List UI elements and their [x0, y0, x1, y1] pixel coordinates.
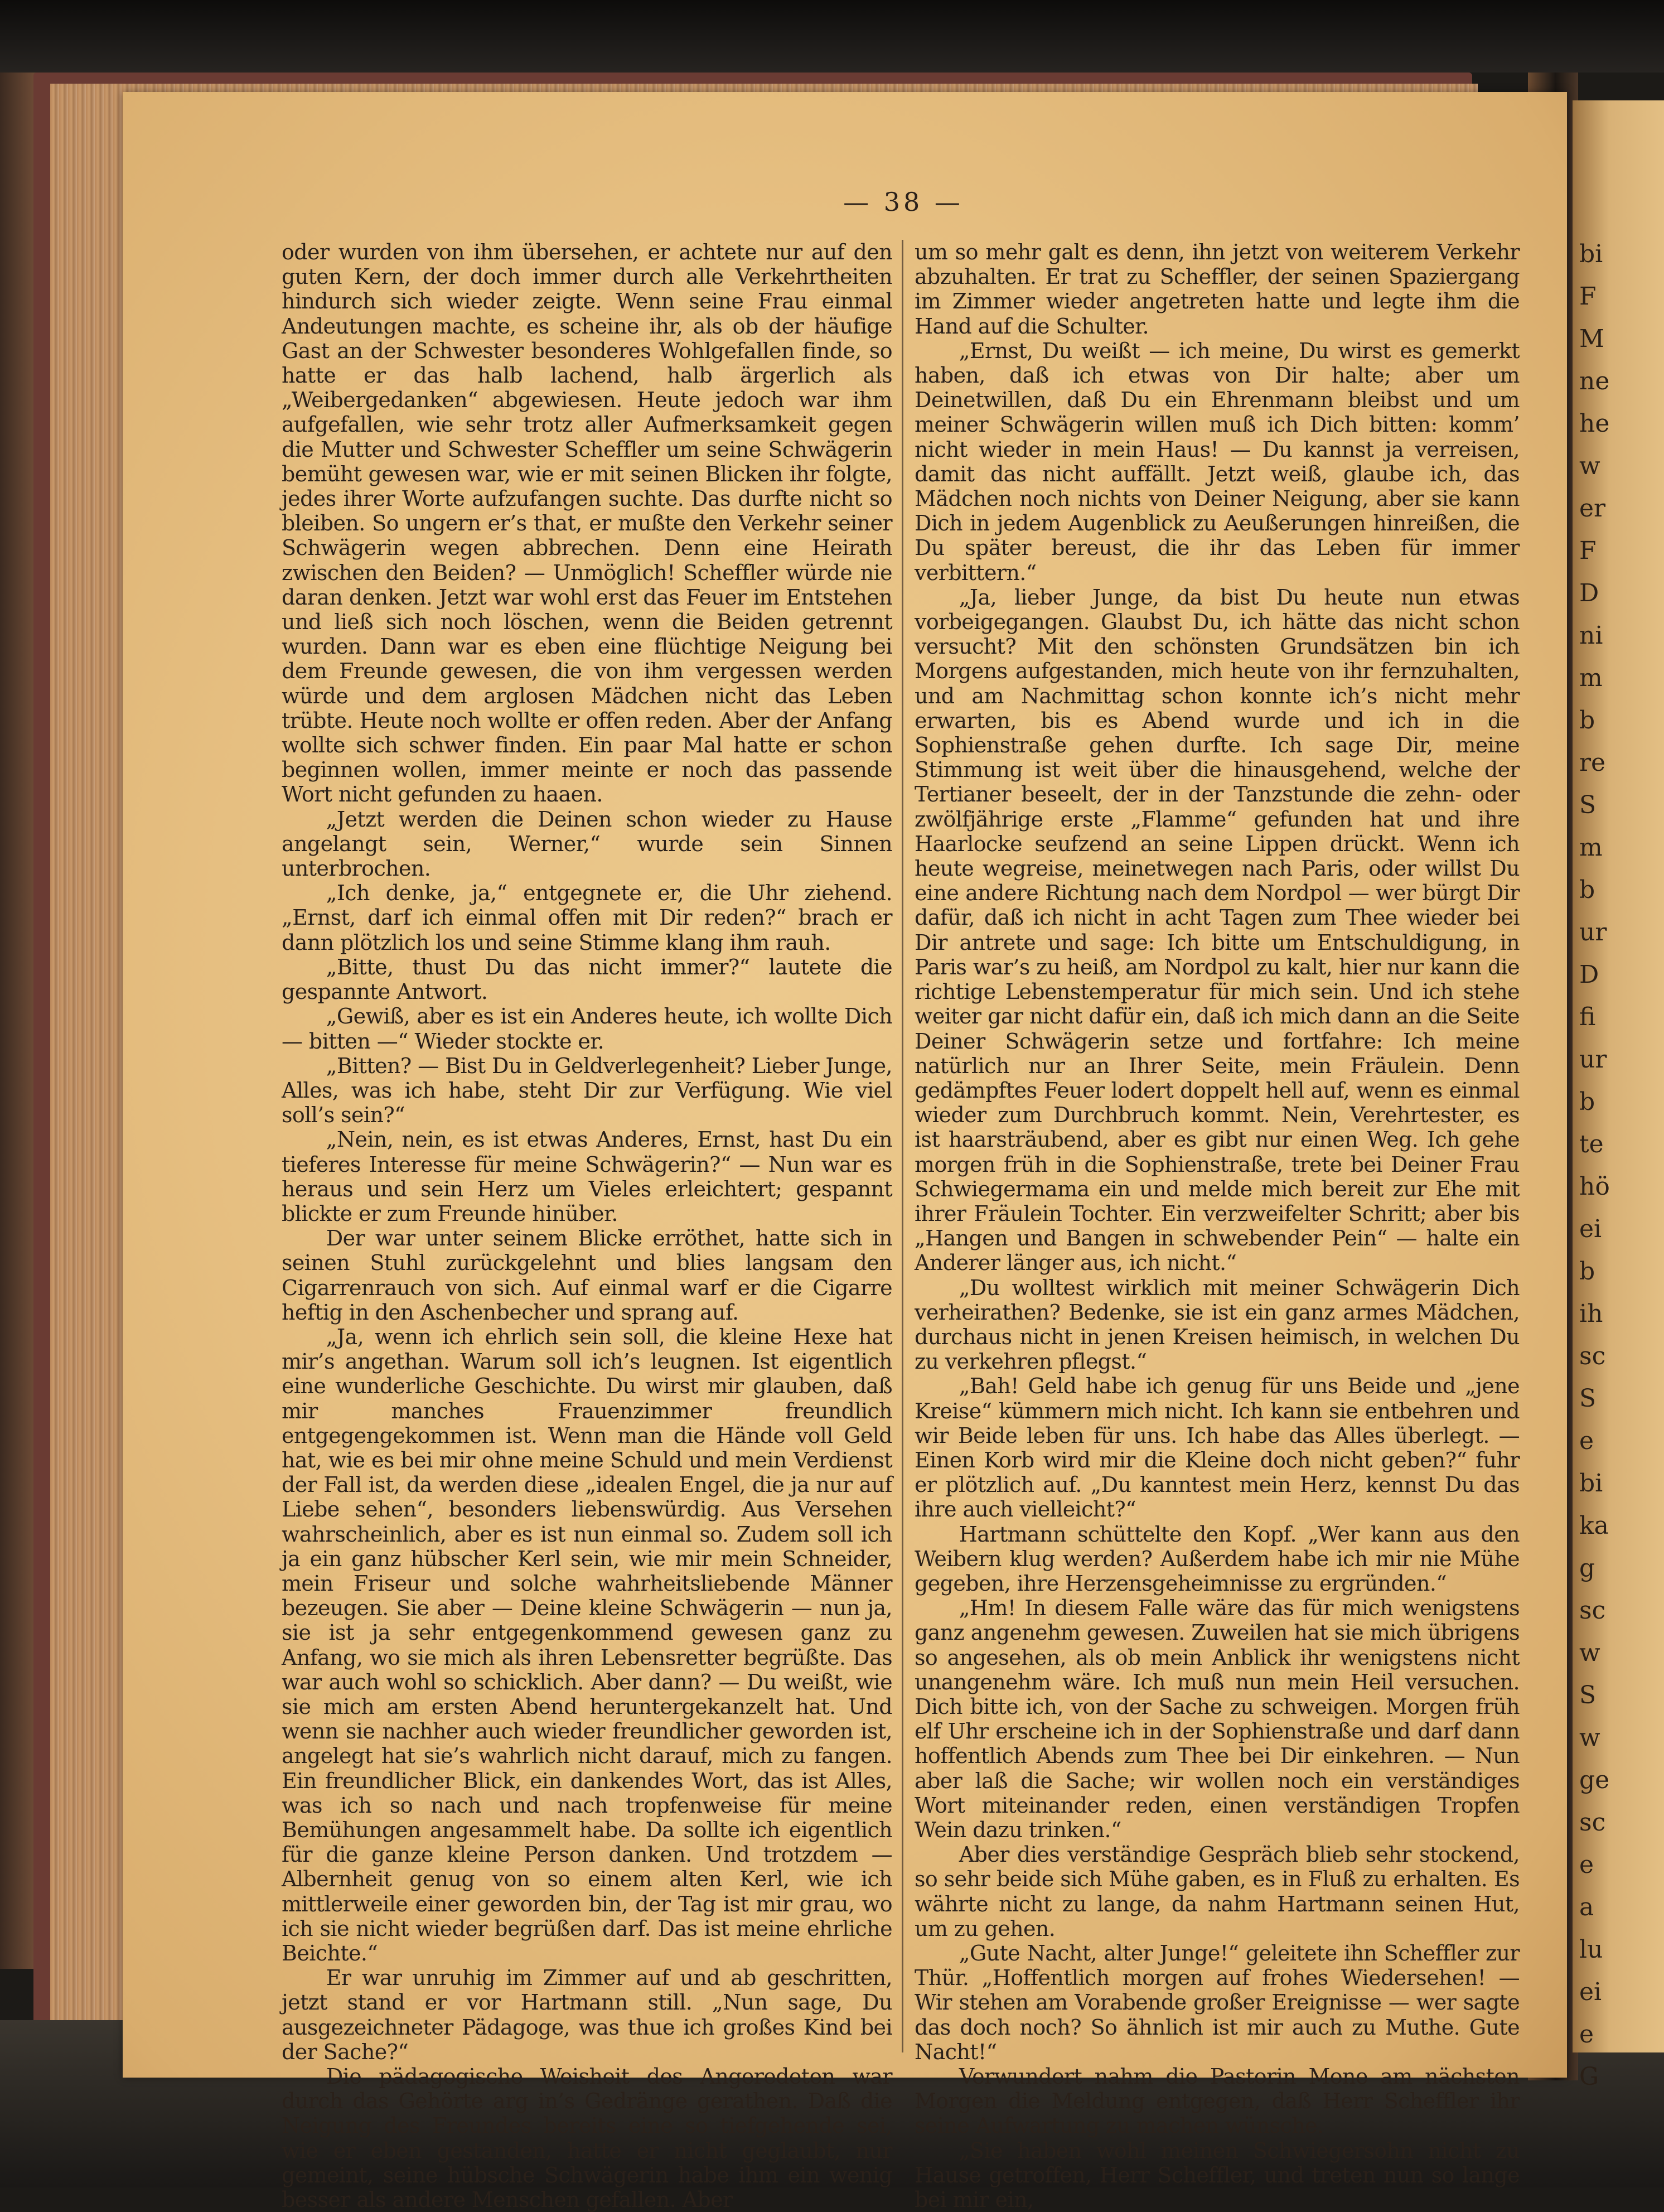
paragraph: Der war unter seinem Blicke erröthet, hatte sich in seinen Stuhl zurückgelehnt und blies langsam den Cigarrenrauch von sich. Auf einmal warf er die Cigarre heftig in den Aschenbecher und sprang auf.	[282, 1226, 892, 1325]
paragraph: „Sie haben wohl meinen Schwiegersohn nicht zu Hause getroffen, Herr Scheffler, und treten nun so lange bei mir ein,	[915, 2138, 1520, 2212]
facing-page-text-fragment: ka	[1579, 1511, 1609, 1540]
paragraph: „Gute Nacht, alter Junge!“ geleitete ihn Scheffler zur Thür. „Hoffentlich morgen auf frohes Wiedersehen! — Wir stehen am Vorabende großer Ereignisse — wer sagte das doch noch? So ähnlich ist mir auch zu Muthe. Gute Nacht!“	[915, 1941, 1520, 2064]
facing-page-text-fragment: ne	[1579, 367, 1610, 395]
paragraph: „Jetzt werden die Deinen schon wieder zu Hause angelangt sein, Werner,“ wurde sein Sinnen unterbrochen.	[282, 806, 892, 881]
paragraph: um so mehr galt es denn, ihn jetzt von weiterem Verkehr abzuhalten. Er trat zu Scheffler, der seinen Spaziergang im Zimmer wieder angetreten hatte und legte ihm die Hand auf die Schulter.	[915, 240, 1520, 339]
facing-page-text-fragment: b	[1579, 1088, 1595, 1116]
text-column-left	[282, 240, 892, 2212]
paragraph: „Hm! In diesem Falle wäre das für mich wenigstens ganz angenehm gewesen. Zuweilen hat sie mich übrigens so angesehen, als ob mein Anblick ihr wenigstens nicht unangenehm wäre. Ich muß nun mein Heil versuchen. Dich bitte ich, von der Sache zu schweigen. Morgen früh elf Uhr erscheine ich in der Sophienstraße und darf dann hoffentlich Abends zum Thee bei Dir einkehren. — Nun aber laß die Sache; wir wollen noch ein verständiges Wort miteinander reden, einen verständigen Tropfen Wein dazu trinken.“	[915, 1596, 1520, 1842]
facing-page-text-fragment: D	[1579, 960, 1599, 989]
text-column-right	[915, 240, 1520, 2212]
facing-page-text-fragment: g	[1579, 1554, 1595, 1582]
facing-page-text-fragment: a	[1579, 1893, 1594, 1921]
facing-page-text-fragment: ur	[1579, 1045, 1607, 1074]
facing-page-text-fragment: e	[1579, 1851, 1594, 1879]
paragraph: Er war unruhig im Zimmer auf und ab geschritten, jetzt stand er vor Hartmann still. „Nun sage, Du ausgezeichneter Pädagoge, was thue ich großes Kind bei der Sache?“	[282, 1965, 892, 2064]
facing-page-text-fragment: F	[1579, 282, 1597, 311]
facing-page-text-fragment: er	[1579, 494, 1606, 523]
facing-page-text-fragment: m	[1579, 664, 1603, 692]
facing-page-text-fragment: ge	[1579, 1766, 1610, 1794]
facing-page-text-fragment: he	[1579, 409, 1610, 438]
paragraph: „Ich denke, ja,“ entgegnete er, die Uhr ziehend. „Ernst, darf ich einmal offen mit Dir reden?“ brach er dann plötzlich los und seine Stimme klang ihm rauh.	[282, 881, 892, 955]
facing-page-text-fragment: w	[1579, 1723, 1600, 1752]
facing-page-text-fragment: sc	[1579, 1808, 1606, 1837]
column-divider	[902, 240, 903, 2052]
paragraph: „Bitten? — Bist Du in Geldverlegenheit? Lieber Junge, Alles, was ich habe, steht Dir zur Verfügung. Wie viel soll’s sein?“	[282, 1053, 892, 1128]
facing-page-text-fragment: lu	[1579, 1935, 1603, 1964]
facing-page-text-fragment: sc	[1579, 1342, 1606, 1370]
facing-page-text-fragment: re	[1579, 748, 1606, 777]
paragraph: „Ernst, Du weißt — ich meine, Du wirst es gemerkt haben, daß ich etwas von Dir halte; aber um Deinetwillen, daß Du ein Ehrenmann bleibst und um meiner Schwägerin willen muß ich Dich bitten: komm’ nicht wieder in mein Haus! — Du kannst ja verreisen, damit das nicht auffällt. Jetzt weiß, glaube ich, das Mädchen noch nichts von Deiner Neigung, aber sie kann Dich in jedem Augenblick zu Aeußerungen hinreißen, die Du später bereust, die ihr das Leben für immer verbittern.“	[915, 338, 1520, 585]
facing-page-text-fragment: fi	[1579, 1003, 1596, 1031]
facing-page-text-fragment: w	[1579, 452, 1600, 480]
paragraph: Aber dies verständige Gespräch blieb sehr stockend, so sehr beide sich Mühe gaben, es in Fluß zu erhalten. Es währte nicht zu lange, da nahm Hartmann seinen Hut, um zu gehen.	[915, 1842, 1520, 1941]
facing-page-text-fragment: sc	[1579, 1596, 1606, 1625]
facing-page-text-fragment: F	[1579, 537, 1597, 565]
facing-page-text-fragment: hö	[1579, 1172, 1610, 1201]
paragraph: „Bitte, thust Du das nicht immer?“ lautete die gespannte Antwort.	[282, 954, 892, 1004]
facing-page-text-fragment: ei	[1579, 1215, 1602, 1243]
facing-page-text-fragment: ni	[1579, 621, 1603, 650]
paragraph: Hartmann schüttelte den Kopf. „Wer kann aus den Weibern klug werden? Außerdem habe ich mir nie Mühe gegeben, ihre Herzensgeheimnisse zu ergründen.“	[915, 1522, 1520, 1596]
facing-page-text-fragment: b	[1579, 706, 1595, 735]
paragraph: „Du wolltest wirklich mit meiner Schwägerin Dich verheirathen? Bedenke, sie ist ein ganz armes Mädchen, durchaus nicht in jenen Kreisen heimisch, in welchen Du zu verkehren pflegst.“	[915, 1275, 1520, 1374]
facing-page-text-fragment: bi	[1579, 240, 1603, 268]
paragraph: „Ja, wenn ich ehrlich sein soll, die kleine Hexe hat mir’s angethan. Warum soll ich’s leugnen. Ist eigentlich eine wunderliche Geschichte. Du wirst mir glauben, daß mir manches Frauenzimmer freundlich entgegengekommen ist. Wenn man die Hände voll Geld hat, wie es bei mir ohne meine Schuld und mein Verdienst der Fall ist, da werden diese „idealen Engel, die ja nur auf Liebe sehen“, besonders liebenswürdig. Aus Versehen wahrscheinlich, aber es ist nun einmal so. Zudem soll ich ja ein ganz hübscher Kerl sein, wie mir mein Schneider, mein Friseur und solche wahrheitsliebende Männer bezeugen. Sie aber — Deine kleine Schwägerin — nun ja, sie ist ja sehr entgegenkommend gewesen ganz zu Anfang, wo sie mich als ihren Lebensretter begrüßte. Das war auch wohl so schicklich. Aber dann? — Du weißt, wie sie mich am ersten Abend heruntergekanzelt hat. Und wenn sie nachher auch wieder freundlicher geworden ist, angelegt hat sie’s wahrlich nicht darauf, mich zu fangen. Ein freundlicher Blick, ein dankendes Wort, das ist Alles, was ich so nach und nach tropfenweise für meine Bemühungen angesammelt habe. Da sollte ich eigentlich für die ganze kleine Person danken. Und trotzdem — Albernheit genug von so einem alten Kerl, wie ich mittlerweile einer geworden bin, der Tag ist mir grau, wo ich sie nicht wieder begrüßen darf. Das ist meine ehrliche Beichte.“	[282, 1324, 892, 1966]
paragraph: „Nein, nein, es ist etwas Anderes, Ernst, hast Du ein tieferes Interesse für meine Schwägerin?“ — Nun war es heraus und sein Herz um Vieles erleichtert; gespannt blickte er zum Freunde hinüber.	[282, 1127, 892, 1226]
facing-page-text-fragment: ur	[1579, 918, 1607, 946]
scan-background-top	[0, 0, 1664, 73]
paragraph: Die pädagogische Weisheit des Angeredeten war durch das Gehörte arg in’s Gedränge gerathen. Daß die Neigung des Freundes bereits eine so tiefgehende sei, wie er eben gestanden, hatte er nicht geglaubt, nur gemeint, seine hübsche Schwägerin habe ihm ein wenig besser als andere Menschen gefallen. Aber	[282, 2064, 892, 2212]
facing-page-text-fragment: ei	[1579, 1978, 1602, 2006]
facing-page-text-fragment: G	[1579, 2063, 1599, 2091]
paragraph: oder wurden von ihm übersehen, er achtete nur auf den guten Kern, der doch immer durch alle Verkehrtheiten hindurch sich wieder zeigte. Wenn seine Frau einmal Andeutungen machte, es scheine ihr, als ob der häufige Gast an der Schwester besonderes Wohlgefallen finde, so hatte er das halb lachend, halb ärgerlich als „Weibergedanken“ abgewiesen. Heute jedoch war ihm aufgefallen, wie sehr trotz aller Aufmerksamkeit gegen die Mutter und Schwester Scheffler um seine Schwägerin bemüht gewesen war, wie er mit seinen Blicken ihr folgte, jedes ihrer Worte aufzufangen suchte. Das durfte nicht so bleiben. So ungern er’s that, er mußte den Verkehr seiner Schwägerin wegen abbrechen. Denn eine Heirath zwischen den Beiden? — Unmöglich! Scheffler würde nie daran denken. Jetzt war wohl erst das Feuer im Entstehen und ließ sich noch löschen, wenn die Beiden getrennt wurden. Dann war es eben eine flüchtige Neigung bei dem Freunde gewesen, die von ihm vergessen werden würde und dem arglosen Mädchen nicht das Leben trübte. Heute noch wollte er offen reden. Aber der Anfang wollte sich schwer finden. Ein paar Mal hatte er schon beginnen wollen, immer meinte er noch das passende Wort nicht gefunden zu haaen.	[282, 240, 892, 807]
facing-page-text-fragment: b	[1579, 876, 1595, 904]
facing-page-text-fragment: S	[1579, 791, 1597, 819]
facing-page-fragment	[1573, 100, 1664, 2091]
facing-page-text-fragment: ih	[1579, 1300, 1603, 1328]
facing-page-text-fragment: S	[1579, 1384, 1597, 1413]
facing-page-text-fragment: e	[1579, 1427, 1594, 1455]
facing-page-text-fragment: S	[1579, 1681, 1597, 1709]
facing-page-text-fragment: te	[1579, 1130, 1604, 1158]
paragraph: Verwundert nahm die Pastorin Mone am nächsten Morgen die Meldung entgegen, daß Herr Scheffler ihr seine Aufwartung zu machen wünsche.	[915, 2064, 1520, 2138]
facing-page-text-fragment: b	[1579, 1257, 1595, 1286]
facing-page-text-fragment: M	[1579, 325, 1605, 353]
facing-page-text-fragment: D	[1579, 579, 1599, 607]
paragraph: „Ja, lieber Junge, da bist Du heute nun etwas vorbeigegangen. Glaubst Du, ich hätte das nicht schon versucht? Mit den schönsten Grundsätzen bin ich Morgens aufgestanden, mich heute von ihr fernzuhalten, und am Nachmittag schon konnte ich’s nicht mehr erwarten, bis es Abend wurde und ich in die Sophienstraße gehen durfte. Ich sage Dir, meine Stimmung ist weit über die hinausgehend, welche der Tertianer beseelt, der in der Tanzstunde die zehn- oder zwölfjährige erste „Flamme“ gefunden hat und ihre Haarlocke seufzend an seine Lippen drückt. Wenn ich heute wegreise, meinetwegen nach Paris, oder willst Du eine andere Richtung nach dem Nordpol — wer bürgt Dir dafür, daß ich nicht in acht Tagen zum Thee wieder bei Dir antrete und sage: Ich bitte um Entschuldigung, in Paris war’s zu heiß, am Nordpol zu kalt, hier nur kann die richtige Lebenstemperatur für mich sein. Und ich stehe weiter gar nicht dafür ein, daß ich mich dann an die Seite Deiner Schwägerin setze und fortfahre: Ich meine natürlich nur an Ihrer Seite, mein Fräulein. Denn gedämpftes Feuer lodert doppelt hell auf, wenn es einmal wieder zum Durchbruch kommt. Nein, Verehrtester, es ist haarsträubend, aber es gibt nur einen Weg. Ich gehe morgen früh in die Sophienstraße, trete bei Deiner Frau Schwiegermama ein und melde mich bereit zur Ehe mit ihrer Fräulein Tochter. Ein verzweifelter Schritt; aber bis „Hangen und Bangen in schwebender Pein“ — halte ein Anderer länger aus, ich nicht.“	[915, 585, 1520, 1276]
paragraph: „Bah! Geld habe ich genug für uns Beide und „jene Kreise“ kümmern mich nicht. Ich kann sie entbehren und wir Beide leben für uns. Ich habe das Alles überlegt. — Einen Korb wird mir die Kleine doch nicht geben?“ fuhr er plötzlich auf. „Du kanntest mein Herz, kennst Du das ihre auch vielleicht?“	[915, 1374, 1520, 1522]
facing-page-text-fragment: m	[1579, 833, 1603, 862]
facing-page-text-fragment: w	[1579, 1639, 1600, 1667]
paragraph: „Gewiß, aber es ist ein Anderes heute, ich wollte Dich — bitten —“ Wieder stockte er.	[282, 1004, 892, 1054]
facing-page-text-fragment: e	[1579, 2020, 1594, 2049]
facing-page-text-fragment: bi	[1579, 1469, 1603, 1498]
page-number: — 38 —	[843, 187, 964, 217]
